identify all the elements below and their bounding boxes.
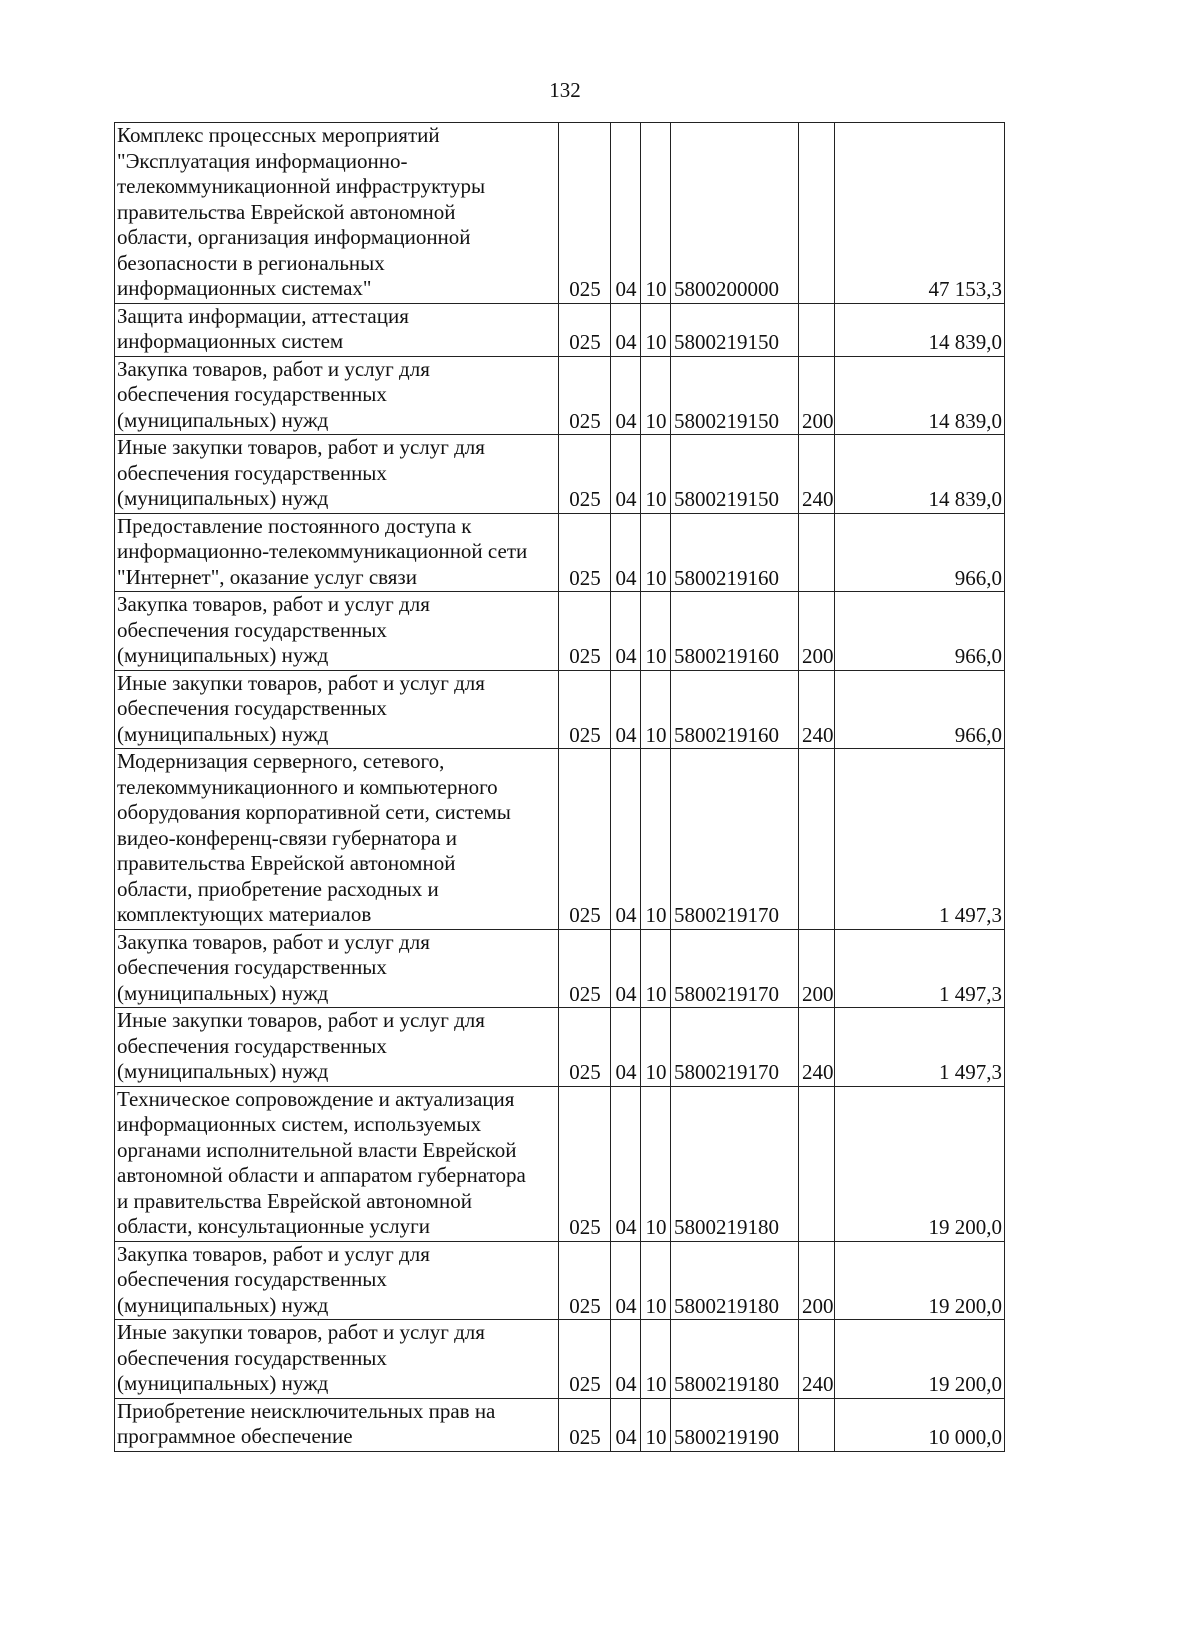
table-row bbox=[115, 513, 1005, 592]
subsection-code-cell: 10 bbox=[641, 929, 671, 1008]
expense-type-code-cell: 240 bbox=[799, 435, 835, 514]
expense-type-code-cell: 240 bbox=[799, 670, 835, 749]
table-row bbox=[115, 670, 1005, 749]
target-article-code-cell: 5800219180 bbox=[671, 1241, 799, 1320]
expense-name-cell bbox=[115, 513, 559, 592]
target-article-code-cell: 5800219170 bbox=[671, 749, 799, 930]
target-article-code-cell: 5800219190 bbox=[671, 1398, 799, 1451]
expense-name-text: Модернизация серверного, сетевого, телекоммуникационного и компьютерного оборудования корпоративной сети, системы видео-конференц-связи губернатора и правительства Еврейской автономной области, приобретение расходных и комплектующих материалов bbox=[117, 749, 511, 926]
amount-cell: 10 000,0 bbox=[835, 1398, 1005, 1451]
subsection-code-cell: 10 bbox=[641, 749, 671, 930]
budget-table-body bbox=[115, 123, 1005, 1452]
expense-name-cell bbox=[115, 749, 559, 930]
section-code-cell: 04 bbox=[611, 1398, 641, 1451]
expense-name-cell bbox=[115, 929, 559, 1008]
expense-type-code-cell: 200 bbox=[799, 1241, 835, 1320]
amount-cell: 19 200,0 bbox=[835, 1320, 1005, 1399]
expense-type-code-cell: 240 bbox=[799, 1320, 835, 1399]
section-code-cell: 04 bbox=[611, 513, 641, 592]
subsection-code-cell: 10 bbox=[641, 123, 671, 304]
subsection-code-cell: 10 bbox=[641, 356, 671, 435]
expense-name-text: Закупка товаров, работ и услуг для обеспечения государственных (муниципальных) нужд bbox=[117, 1241, 430, 1317]
table-row bbox=[115, 1086, 1005, 1241]
department-code-cell: 025 bbox=[559, 356, 611, 435]
department-code-cell: 025 bbox=[559, 749, 611, 930]
expense-name-text: Иные закупки товаров, работ и услуг для обеспечения государственных (муниципальных) нужд bbox=[117, 435, 485, 510]
subsection-code-cell: 10 bbox=[641, 1008, 671, 1087]
table-row bbox=[115, 1398, 1005, 1451]
expense-name-text: Защита информации, аттестация информационных систем bbox=[117, 303, 409, 353]
section-code-cell: 04 bbox=[611, 1086, 641, 1241]
expense-type-code-cell bbox=[799, 513, 835, 592]
department-code-cell: 025 bbox=[559, 1241, 611, 1320]
expense-name-cell bbox=[115, 356, 559, 435]
table-row bbox=[115, 1320, 1005, 1399]
expense-name-text: Комплекс процессных мероприятий "Эксплуатация информационно- телекоммуникационной инфраструктуры правительства Еврейской автономной области, организация информационной безопасности в региональных информационных системах" bbox=[117, 123, 486, 300]
subsection-code-cell: 10 bbox=[641, 513, 671, 592]
expense-name-cell bbox=[115, 1320, 559, 1399]
expense-type-code-cell: 240 bbox=[799, 1008, 835, 1087]
page-number: 132 bbox=[549, 78, 581, 102]
department-code-cell: 025 bbox=[559, 592, 611, 671]
section-code-cell: 04 bbox=[611, 592, 641, 671]
expense-type-code-cell bbox=[799, 1086, 835, 1241]
target-article-code-cell: 5800219160 bbox=[671, 592, 799, 671]
section-code-cell: 04 bbox=[611, 356, 641, 435]
target-article-code-cell: 5800219160 bbox=[671, 513, 799, 592]
target-article-code-cell: 5800219160 bbox=[671, 670, 799, 749]
table-row bbox=[115, 435, 1005, 514]
table-row bbox=[115, 123, 1005, 304]
subsection-code-cell: 10 bbox=[641, 592, 671, 671]
subsection-code-cell: 10 bbox=[641, 1086, 671, 1241]
amount-cell: 966,0 bbox=[835, 592, 1005, 671]
table-row bbox=[115, 1241, 1005, 1320]
section-code-cell: 04 bbox=[611, 123, 641, 304]
amount-cell: 14 839,0 bbox=[835, 303, 1005, 356]
amount-cell: 1 497,3 bbox=[835, 1008, 1005, 1087]
section-code-cell: 04 bbox=[611, 303, 641, 356]
table-row bbox=[115, 929, 1005, 1008]
section-code-cell: 04 bbox=[611, 670, 641, 749]
expense-name-cell bbox=[115, 1086, 559, 1241]
target-article-code-cell: 5800219180 bbox=[671, 1086, 799, 1241]
expense-name-text: Закупка товаров, работ и услуг для обеспечения государственных (муниципальных) нужд bbox=[117, 929, 430, 1005]
subsection-code-cell: 10 bbox=[641, 1241, 671, 1320]
target-article-code-cell: 5800219170 bbox=[671, 1008, 799, 1087]
expense-name-cell bbox=[115, 123, 559, 304]
expense-type-code-cell: 200 bbox=[799, 356, 835, 435]
table-row bbox=[115, 749, 1005, 930]
expense-name-text: Иные закупки товаров, работ и услуг для обеспечения государственных (муниципальных) нужд bbox=[117, 670, 485, 746]
department-code-cell: 025 bbox=[559, 303, 611, 356]
subsection-code-cell: 10 bbox=[641, 670, 671, 749]
expense-type-code-cell bbox=[799, 1398, 835, 1451]
department-code-cell: 025 bbox=[559, 435, 611, 514]
expense-name-text: Иные закупки товаров, работ и услуг для обеспечения государственных (муниципальных) нужд bbox=[117, 1320, 485, 1395]
target-article-code-cell: 5800219150 bbox=[671, 356, 799, 435]
expense-type-code-cell bbox=[799, 303, 835, 356]
target-article-code-cell: 5800219150 bbox=[671, 303, 799, 356]
department-code-cell: 025 bbox=[559, 1398, 611, 1451]
department-code-cell: 025 bbox=[559, 1086, 611, 1241]
target-article-code-cell: 5800219150 bbox=[671, 435, 799, 514]
table-row bbox=[115, 356, 1005, 435]
table-row bbox=[115, 1008, 1005, 1087]
expense-name-cell bbox=[115, 435, 559, 514]
amount-cell: 19 200,0 bbox=[835, 1086, 1005, 1241]
department-code-cell: 025 bbox=[559, 123, 611, 304]
section-code-cell: 04 bbox=[611, 1241, 641, 1320]
expense-type-code-cell bbox=[799, 749, 835, 930]
expense-name-text: Закупка товаров, работ и услуг для обеспечения государственных (муниципальных) нужд bbox=[117, 592, 430, 667]
section-code-cell: 04 bbox=[611, 1320, 641, 1399]
amount-cell: 14 839,0 bbox=[835, 435, 1005, 514]
expense-name-text: Приобретение неисключительных прав на программное обеспечение bbox=[117, 1398, 496, 1448]
expense-name-cell bbox=[115, 1398, 559, 1451]
target-article-code-cell: 5800219170 bbox=[671, 929, 799, 1008]
expense-name-text: Закупка товаров, работ и услуг для обеспечения государственных (муниципальных) нужд bbox=[117, 356, 430, 432]
amount-cell: 14 839,0 bbox=[835, 356, 1005, 435]
department-code-cell: 025 bbox=[559, 1008, 611, 1087]
expense-name-cell bbox=[115, 1008, 559, 1087]
budget-table bbox=[114, 122, 1005, 1452]
department-code-cell: 025 bbox=[559, 513, 611, 592]
expense-name-text: Предоставление постоянного доступа к информационно-телекоммуникационной сети "Интернет", оказание услуг связи bbox=[117, 513, 528, 589]
table-row bbox=[115, 592, 1005, 671]
section-code-cell: 04 bbox=[611, 435, 641, 514]
amount-cell: 1 497,3 bbox=[835, 929, 1005, 1008]
amount-cell: 47 153,3 bbox=[835, 123, 1005, 304]
expense-name-cell bbox=[115, 670, 559, 749]
target-article-code-cell: 5800200000 bbox=[671, 123, 799, 304]
expense-name-cell bbox=[115, 303, 559, 356]
subsection-code-cell: 10 bbox=[641, 1398, 671, 1451]
expense-name-cell bbox=[115, 1241, 559, 1320]
department-code-cell: 025 bbox=[559, 929, 611, 1008]
amount-cell: 966,0 bbox=[835, 513, 1005, 592]
expense-type-code-cell: 200 bbox=[799, 929, 835, 1008]
subsection-code-cell: 10 bbox=[641, 1320, 671, 1399]
department-code-cell: 025 bbox=[559, 1320, 611, 1399]
section-code-cell: 04 bbox=[611, 749, 641, 930]
section-code-cell: 04 bbox=[611, 1008, 641, 1087]
expense-name-text: Иные закупки товаров, работ и услуг для обеспечения государственных (муниципальных) нужд bbox=[117, 1008, 485, 1083]
table-row bbox=[115, 303, 1005, 356]
amount-cell: 1 497,3 bbox=[835, 749, 1005, 930]
subsection-code-cell: 10 bbox=[641, 303, 671, 356]
department-code-cell: 025 bbox=[559, 670, 611, 749]
subsection-code-cell: 10 bbox=[641, 435, 671, 514]
expense-name-text: Техническое сопровождение и актуализация информационных систем, используемых органами исполнительной власти Еврейской автономной области и аппаратом губернатора и правительства Еврейской автономной области, консультационные услуги bbox=[117, 1086, 526, 1238]
section-code-cell: 04 bbox=[611, 929, 641, 1008]
expense-type-code-cell: 200 bbox=[799, 592, 835, 671]
amount-cell: 966,0 bbox=[835, 670, 1005, 749]
target-article-code-cell: 5800219180 bbox=[671, 1320, 799, 1399]
expense-type-code-cell bbox=[799, 123, 835, 304]
amount-cell: 19 200,0 bbox=[835, 1241, 1005, 1320]
expense-name-cell bbox=[115, 592, 559, 671]
